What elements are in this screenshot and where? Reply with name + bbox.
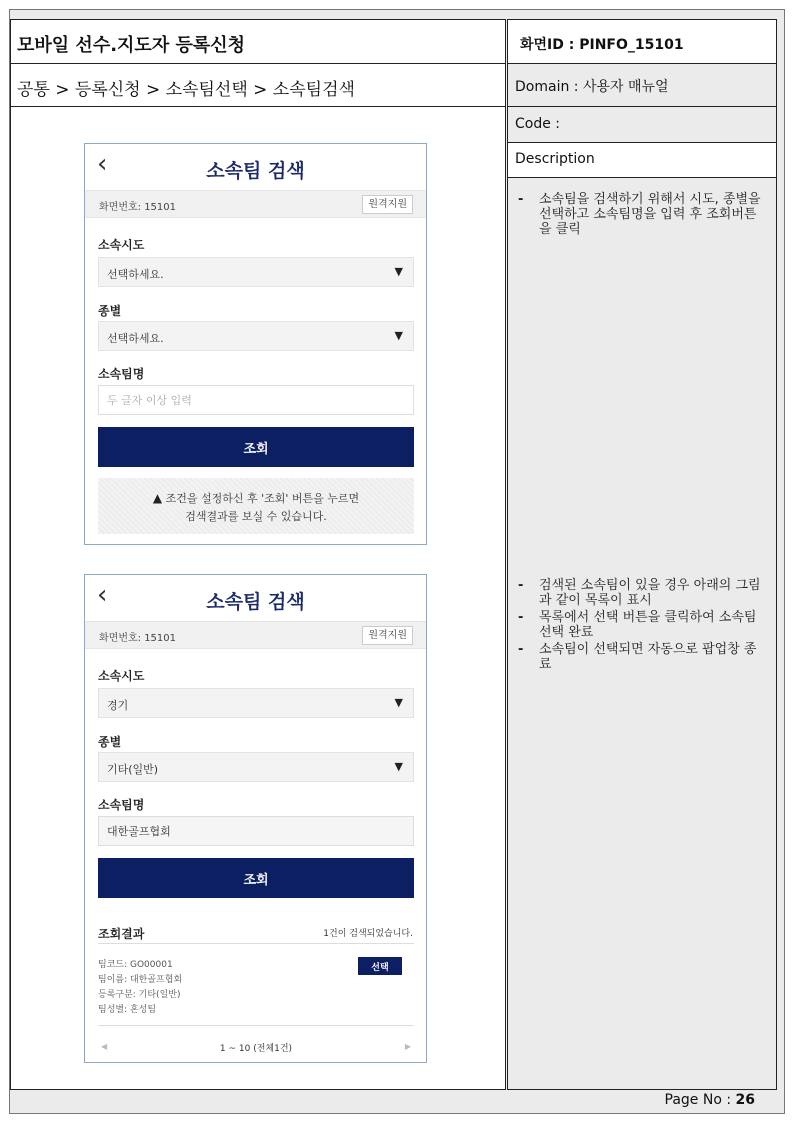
info-bar — [85, 190, 426, 218]
domain-cell — [507, 64, 777, 107]
dropdown-arrow-icon: ▼ — [394, 265, 403, 278]
result-count: 1건이 검색되었습니다. — [323, 929, 413, 939]
region-label: 소속시도 — [98, 669, 145, 683]
pager-divider — [98, 1025, 414, 1026]
page-number-value: 26 — [735, 1092, 755, 1108]
popup-header — [85, 575, 426, 621]
code-cell — [507, 107, 777, 143]
result-divider — [98, 943, 414, 944]
result-team-gender: 팀성별: 혼성팀 — [98, 1005, 157, 1015]
warning-icon: ▲ — [152, 491, 163, 505]
description-notes-1 — [516, 192, 761, 239]
dropdown-arrow-icon: ▼ — [394, 329, 403, 342]
notice-line-1 — [98, 490, 414, 506]
document-header — [10, 19, 506, 64]
search-notice — [98, 478, 414, 534]
mobile-screen-search-results — [84, 574, 427, 1063]
popup-title: 소속팀 검색 — [206, 591, 305, 613]
region-select[interactable] — [98, 688, 414, 718]
note-item: - 목록에서 선택 버튼을 클릭하여 소속팀 선택 완료 — [516, 610, 761, 640]
category-select[interactable] — [98, 321, 414, 351]
result-title: 조회결과 — [98, 927, 145, 941]
region-select[interactable] — [98, 257, 414, 287]
region-select-value: 선택하세요. — [107, 268, 164, 281]
category-select[interactable] — [98, 752, 414, 782]
next-page-icon[interactable]: ▶ — [404, 1042, 411, 1051]
screen-number: 화면번호: 15101 — [99, 633, 176, 644]
pagination — [98, 1039, 414, 1059]
note-item: - 소속팀이 선택되면 자동으로 팝업창 종료 — [516, 642, 761, 672]
region-select-value: 경기 — [107, 699, 129, 712]
info-bar — [85, 621, 426, 649]
document-title: 모바일 선수.지도자 등록신청 — [17, 35, 246, 56]
select-team-button[interactable]: 선택 — [358, 957, 402, 975]
category-select-value: 기타(일반) — [107, 763, 159, 776]
page-range: 1 ~ 10 (전체1건) — [219, 1044, 293, 1054]
team-name-input[interactable] — [98, 385, 414, 415]
result-team-code: 팀코드: GO00001 — [98, 960, 173, 970]
category-select-value: 선택하세요. — [107, 332, 164, 345]
breadcrumb: 공통 > 등록신청 > 소속팀선택 > 소속팀검색 — [17, 80, 355, 100]
screen-number: 화면번호: 15101 — [99, 202, 176, 213]
dropdown-arrow-icon: ▼ — [394, 696, 403, 709]
team-name-label: 소속팀명 — [98, 798, 145, 812]
category-label: 종별 — [98, 735, 122, 749]
code-label: Code : — [515, 116, 561, 132]
description-header: Description — [515, 151, 595, 167]
category-label: 종별 — [98, 304, 122, 318]
screen-id: 화면ID : PINFO_15101 — [520, 37, 684, 53]
note-item: - 검색된 소속팀이 있을 경우 아래의 그림과 같이 목록이 표시 — [516, 578, 761, 608]
team-name-label: 소속팀명 — [98, 367, 145, 381]
screen-id-cell — [507, 19, 777, 64]
team-name-input[interactable] — [98, 816, 414, 846]
back-arrow-icon[interactable]: ‹ — [97, 149, 108, 179]
result-reg-type: 등록구분: 기타(일반) — [98, 990, 181, 1000]
region-label: 소속시도 — [98, 238, 145, 252]
dropdown-arrow-icon: ▼ — [394, 760, 403, 773]
popup-title: 소속팀 검색 — [206, 160, 305, 182]
page-number-label: Page No : — [664, 1092, 732, 1108]
mobile-screen-search-empty — [84, 143, 427, 545]
description-header-cell — [507, 143, 777, 178]
notice-text-1: 조건을 설정하신 후 '조회' 버튼을 누르면 — [165, 492, 360, 505]
prev-page-icon[interactable]: ◀ — [101, 1042, 108, 1051]
remote-support-button[interactable]: 원격지원 — [362, 195, 413, 214]
domain-label: Domain : 사용자 매뉴얼 — [515, 79, 669, 95]
popup-header — [85, 144, 426, 190]
search-button[interactable]: 조회 — [98, 858, 414, 898]
description-notes-2 — [516, 578, 761, 674]
note-item: - 소속팀을 검색하기 위해서 시도, 종별을 선택하고 소속팀명을 입력 후 조회버튼을 클릭 — [516, 192, 761, 237]
page-number — [665, 1092, 756, 1108]
search-button[interactable]: 조회 — [98, 427, 414, 467]
breadcrumb-row — [10, 64, 506, 107]
notice-line-2: 검색결과를 보실 수 있습니다. — [185, 510, 327, 523]
back-arrow-icon[interactable]: ‹ — [97, 580, 108, 610]
result-team-name: 팀이름: 대한골프협회 — [98, 975, 183, 985]
remote-support-button[interactable]: 원격지원 — [362, 626, 413, 645]
